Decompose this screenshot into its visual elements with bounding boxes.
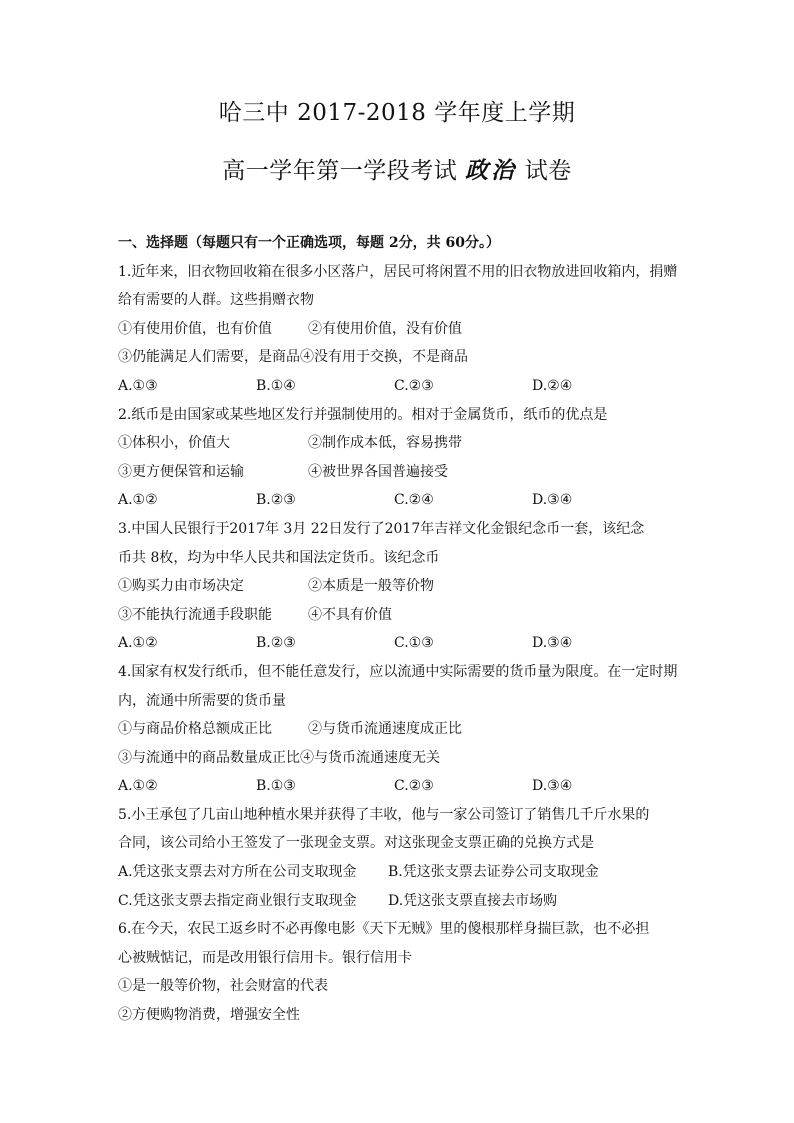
question-stem-line: 6.在今天，农民工返乡时不必再像电影《天下无贼》里的傻根那样身揣巨款，也不必担: [118, 921, 650, 938]
option-item: B.凭这张支票去证券公司支取现金: [388, 864, 599, 881]
exam-title-subject-line: [0, 152, 794, 185]
exam-subject-name: 政治: [465, 157, 517, 184]
option-row: [118, 343, 678, 372]
option-item: ①购买力由市场决定: [118, 578, 244, 595]
option-item: ①体积小，价值大: [118, 435, 230, 452]
question-stem-line: 5.小王承包了几亩山地种植水果并获得了丰收，他与一家公司签订了销售几千斤水果的: [118, 806, 650, 823]
answer-choices-row: [118, 486, 678, 515]
option-item: ④不具有价值: [308, 606, 392, 623]
answer-choice-d: D.③④: [532, 778, 573, 795]
option-item: ③与流通中的商品数量成正比④与货币流通速度无关: [118, 749, 440, 766]
question-stem-line: 心被贼惦记，而是改用银行信用卡。银行信用卡: [118, 949, 412, 966]
answer-choice-c: C.②③: [394, 377, 434, 394]
option-item: ②本质是一般等价物: [308, 578, 434, 595]
answer-choices-row: [118, 372, 678, 401]
question-stem-line: 币共 8枚，均为中华人民共和国法定货币。该纪念币: [118, 549, 440, 566]
answer-choice-c: C.②④: [394, 492, 434, 509]
option-row: [118, 315, 678, 344]
answer-choice-a: A.①③: [118, 377, 158, 394]
answer-choices-row: [118, 629, 678, 658]
option-item: A.凭这张支票去对方所在公司支取现金: [118, 864, 357, 881]
question-stem-line: 内，流通中所需要的货币量: [118, 692, 286, 709]
answer-choice-d: D.②④: [532, 377, 573, 394]
option-row: [118, 715, 678, 744]
answer-choice-c: C.②③: [394, 778, 434, 795]
option-item: ②制作成本低，容易携带: [308, 435, 462, 452]
exam-body: [118, 229, 678, 1030]
exam-title-school-term: 哈三中 2017-2018 学年度上学期: [218, 100, 576, 126]
answer-choice-a: A.①②: [118, 492, 158, 509]
section-heading: 一、选择题（每题只有一个正确选项，每题 2分，共 60分。）: [118, 235, 500, 251]
question-stem-line: 合同，该公司给小王签发了一张现金支票。对这张现金支票正确的兑换方式是: [118, 835, 594, 852]
option-row: [118, 458, 678, 487]
option-row: [118, 572, 678, 601]
option-item: C.凭这张支票去指定商业银行支取现金: [118, 892, 357, 909]
answer-choice-d: D.③④: [532, 635, 573, 652]
option-row: [118, 858, 678, 887]
exam-title-prefix: 高一学年第一学段考试: [222, 158, 465, 184]
option-item: ①有使用价值，也有价值: [118, 320, 272, 337]
option-item: ②与货币流通速度成正比: [308, 721, 462, 738]
exam-title-suffix: 试卷: [517, 158, 572, 184]
option-item: ①与商品价格总额成正比: [118, 721, 272, 738]
answer-choice-c: C.①③: [394, 635, 434, 652]
question-stem-line: 4.国家有权发行纸币，但不能任意发行，应以流通中实际需要的货币量为限度。在一定时期: [118, 663, 678, 680]
question-stem-line: 2.纸币是由国家或某些地区发行并强制使用的。相对于金属货币，纸币的优点是: [118, 406, 608, 423]
option-item: D.凭这张支票直接去市场购: [388, 892, 558, 909]
option-row: [118, 887, 678, 916]
option-item: ②有使用价值，没有价值: [308, 320, 462, 337]
option-item: ④被世界各国普遍接受: [308, 463, 448, 480]
question-stem-line: 1.近年来，旧衣物回收箱在很多小区落户，居民可将闲置不用的旧衣物放进回收箱内，捐赠: [118, 263, 678, 280]
option-item: ①是一般等价物，社会财富的代表: [118, 978, 328, 995]
answer-choice-d: D.③④: [532, 492, 573, 509]
answer-choice-a: A.①②: [118, 778, 158, 795]
option-row: [118, 429, 678, 458]
question-stem-line: 给有需要的人群。这些捐赠衣物: [118, 292, 314, 309]
option-item: ③更方便保管和运输: [118, 463, 244, 480]
option-item: ③不能执行流通手段职能: [118, 606, 272, 623]
option-item: ③仍能满足人们需要，是商品④没有用于交换，不是商品: [118, 349, 468, 366]
option-row: [118, 601, 678, 630]
question-stem-line: 3.中国人民银行于2017年 3月 22日发行了2017年吉祥文化金银纪念币一套，该纪念: [118, 520, 645, 537]
answer-choices-row: [118, 772, 678, 801]
option-row: [118, 744, 678, 773]
answer-choice-b: B.②③: [256, 635, 296, 652]
answer-choice-b: B.①③: [256, 778, 296, 795]
answer-choice-b: B.①④: [256, 377, 296, 394]
answer-choice-a: A.①②: [118, 635, 158, 652]
option-item: ②方便购物消费，增强安全性: [118, 1007, 300, 1024]
answer-choice-b: B.②③: [256, 492, 296, 509]
